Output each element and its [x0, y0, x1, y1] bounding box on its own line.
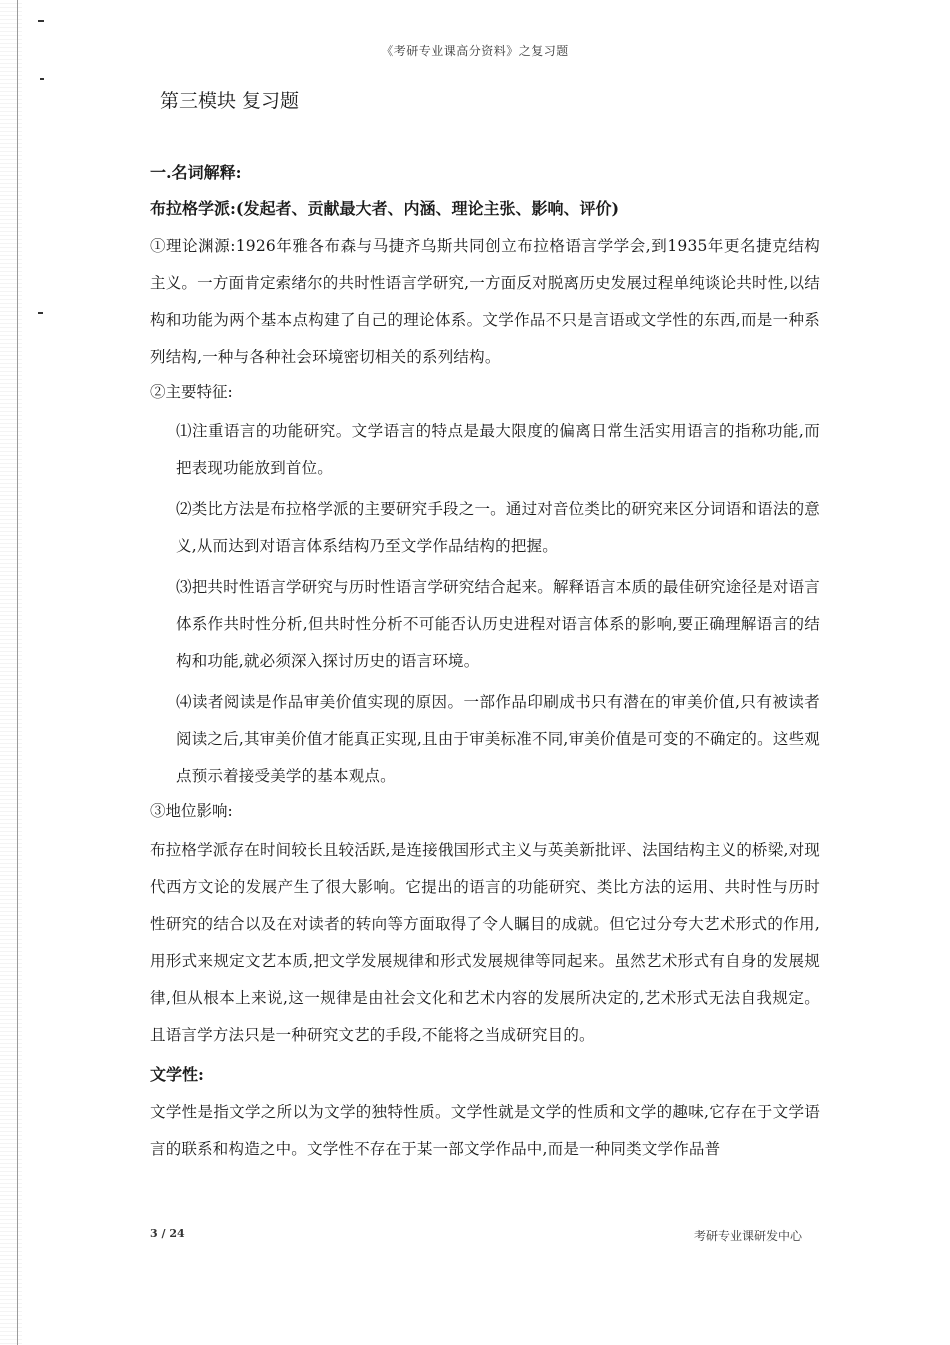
module-title: 第三模块 复习题: [160, 90, 300, 112]
scan-mark: [38, 20, 44, 22]
theory-source-paragraph: ①理论渊源:1926年雅各布森与马捷齐乌斯共同创立布拉格语言学学会,到1935年更名捷克结构主义。一方面肯定索绪尔的共时性语言学研究,一方面反对脱离历史发展过程单纯谈论共时性,以结构和功能为两个基本点构建了自己的理论体系。文学作品不只是言语或文学性的东西,而是一种系列结构,一种与各种社会环境密切相关的系列结构。: [150, 237, 820, 366]
feature-item: ⑶把共时性语言学研究与历时性语言学研究结合起来。解释语言本质的最佳研究途径是对语言体系作共时性分析,但共时性分析不可能否认历史进程对语言体系的影响,要正确理解语言的结构和功能,就必须深入探讨历史的语言环境。: [176, 578, 820, 670]
scan-binding-line: [17, 0, 18, 1345]
literariness-paragraph: 文学性是指文学之所以为文学的独特性质。文学性就是文学的性质和文学的趣味,它存在于文学语言的联系和构造之中。文学性不存在于某一部文学作品中,而是一种同类文学作品普: [150, 1103, 820, 1158]
page-content: [150, 86, 820, 1168]
scan-binding-edge: [0, 0, 22, 1345]
section-heading: 一.名词解释:: [150, 163, 242, 182]
scan-mark: [40, 78, 44, 80]
term-heading-prague-school: 布拉格学派:(发起者、贡献最大者、内涵、理论主张、影响、评价): [150, 199, 620, 218]
running-header: 《考研专业课高分资料》之复习题: [381, 44, 569, 58]
feature-item: ⑷读者阅读是作品审美价值实现的原因。一部作品印刷成书只有潜在的审美价值,只有被读者阅读之后,其审美价值才能真正实现,且由于审美标准不同,审美价值是可变的不确定的。这些观点预示着接受美学的基本观点。: [176, 693, 820, 785]
feature-item: ⑴注重语言的功能研究。文学语言的特点是最大限度的偏离日常生活实用语言的指称功能,而把表现功能放到首位。: [176, 422, 820, 477]
footer-organization: 考研专业课研发中心: [693, 1229, 802, 1243]
influence-heading: ③地位影响:: [150, 802, 233, 820]
scan-mark: [38, 312, 43, 314]
feature-item: ⑵类比方法是布拉格学派的主要研究手段之一。通过对音位类比的研究来区分词语和语法的意义,从而达到对语言体系结构乃至文学作品结构的把握。: [176, 500, 820, 555]
page-number: 3 / 24: [150, 1227, 185, 1240]
features-heading: ②主要特征:: [150, 383, 233, 401]
influence-paragraph: 布拉格学派存在时间较长且较活跃,是连接俄国形式主义与英美新批评、法国结构主义的桥梁,对现代西方文论的发展产生了很大影响。它提出的语言的功能研究、类比方法的运用、共时性与历时性研究的结合以及在对读者的转向等方面取得了令人瞩目的成就。但它过分夸大艺术形式的作用,用形式来规定文艺本质,把文学发展规律和形式发展规律等同起来。虽然艺术形式有自身的发展规律,但从根本上来说,这一规律是由社会文化和艺术内容的发展所决定的,艺术形式无法自我规定。且语言学方法只是一种研究文艺的手段,不能将之当成研究目的。: [150, 841, 820, 1044]
term-heading-literariness: 文学性:: [150, 1065, 204, 1084]
